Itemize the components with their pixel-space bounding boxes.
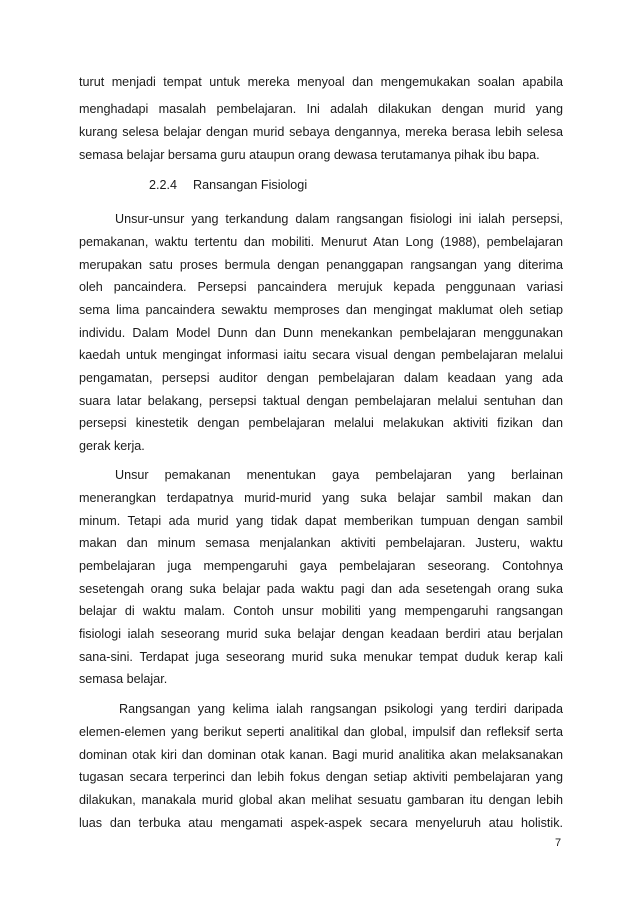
text-line: dominan otak kiri dan dominan otak kanan. Bagi murid analitika akan melaksanakan <box>79 748 563 762</box>
text-line: pengamatan, persepsi auditor dengan pembelajaran dalam keadaan yang ada <box>79 371 563 385</box>
text-line: makan dan minum semasa menjalankan aktiviti pembelajaran. Justeru, waktu <box>79 536 563 550</box>
text-line: menerangkan terdapatnya murid-murid yang suka belajar sambil makan dan <box>79 491 563 505</box>
text-line: gerak kerja. <box>79 439 145 453</box>
text-line: elemen-elemen yang berikut seperti analitikal dan global, impulsif dan refleksif serta <box>79 725 563 739</box>
page-number: 7 <box>555 837 562 849</box>
text-line: minum. Tetapi ada murid yang tidak dapat memberikan tumpuan dengan sambil <box>79 514 563 528</box>
text-line: turut menjadi tempat untuk mereka menyoal dan mengemukakan soalan apabila <box>79 75 563 89</box>
text-line: belajar di waktu malam. Contoh unsur mobiliti yang mempengaruhi rangsangan <box>79 604 563 618</box>
text-line: Unsur pemakanan menentukan gaya pembelajaran yang berlainan <box>115 468 563 482</box>
text-line: sana-sini. Terdapat juga seseorang murid suka menukar tempat duduk kerap kali <box>79 650 563 664</box>
section-heading <box>149 177 307 193</box>
text-line: menghadapi masalah pembelajaran. Ini adalah dilakukan dengan murid yang <box>79 102 563 116</box>
text-line: tugasan secara terperinci dan lebih fokus dengan setiap aktiviti pembelajaran yang <box>79 770 563 784</box>
text-line: kaedah untuk mengingat informasi iaitu secara visual dengan pembelajaran melalui <box>79 348 563 362</box>
text-line: semasa belajar. <box>79 672 168 686</box>
text-line: dilakukan, manakala murid global akan melihat sesuatu gambaran itu dengan lebih <box>79 793 563 807</box>
text-line: fisiologi ialah seseorang murid suka belajar dengan keadaan berdiri atau berjalan <box>79 627 563 641</box>
text-line: individu. Dalam Model Dunn dan Dunn menekankan pembelajaran menggunakan <box>79 326 563 340</box>
section-title: Ransangan Fisiologi <box>193 178 308 192</box>
text-line: kurang selesa belajar dengan murid sebaya dengannya, mereka berasa lebih selesa <box>79 125 563 139</box>
text-line: sesetengah orang suka belajar pada waktu pagi dan ada sesetengah orang suka <box>79 582 563 596</box>
text-line: luas dan terbuka atau mengamati aspek-aspek secara menyeluruh atau holistik. <box>79 816 563 830</box>
text-line: pembelajaran juga mempengaruhi gaya pembelajaran seseorang. Contohnya <box>79 559 563 573</box>
section-number: 2.2.4 <box>149 178 178 192</box>
text-line: merupakan satu proses bermula dengan penanggapan rangsangan yang diterima <box>79 258 563 272</box>
text-line: sema lima pancaindera sewaktu memproses dan mengingat maklumat oleh setiap <box>79 303 563 317</box>
text-line: semasa belajar bersama guru ataupun orang dewasa terutamanya pihak ibu bapa. <box>79 148 540 162</box>
text-line: Rangsangan yang kelima ialah rangsangan psikologi yang terdiri daripada <box>119 702 563 716</box>
text-line: persepsi kinestetik dengan pembelajaran melalui melakukan aktiviti fizikan dan <box>79 416 563 430</box>
text-line: oleh pancaindera. Persepsi pancaindera merujuk kepada penggunaan variasi <box>79 280 563 294</box>
text-line: Unsur-unsur yang terkandung dalam rangsangan fisiologi ini ialah persepsi, <box>115 212 563 226</box>
text-line: suara latar belakang, persepsi taktual dengan pembelajaran melalui sentuhan dan <box>79 394 563 408</box>
text-line: pemakanan, waktu tertentu dan mobiliti. Menurut Atan Long (1988), pembelajaran <box>79 235 563 249</box>
